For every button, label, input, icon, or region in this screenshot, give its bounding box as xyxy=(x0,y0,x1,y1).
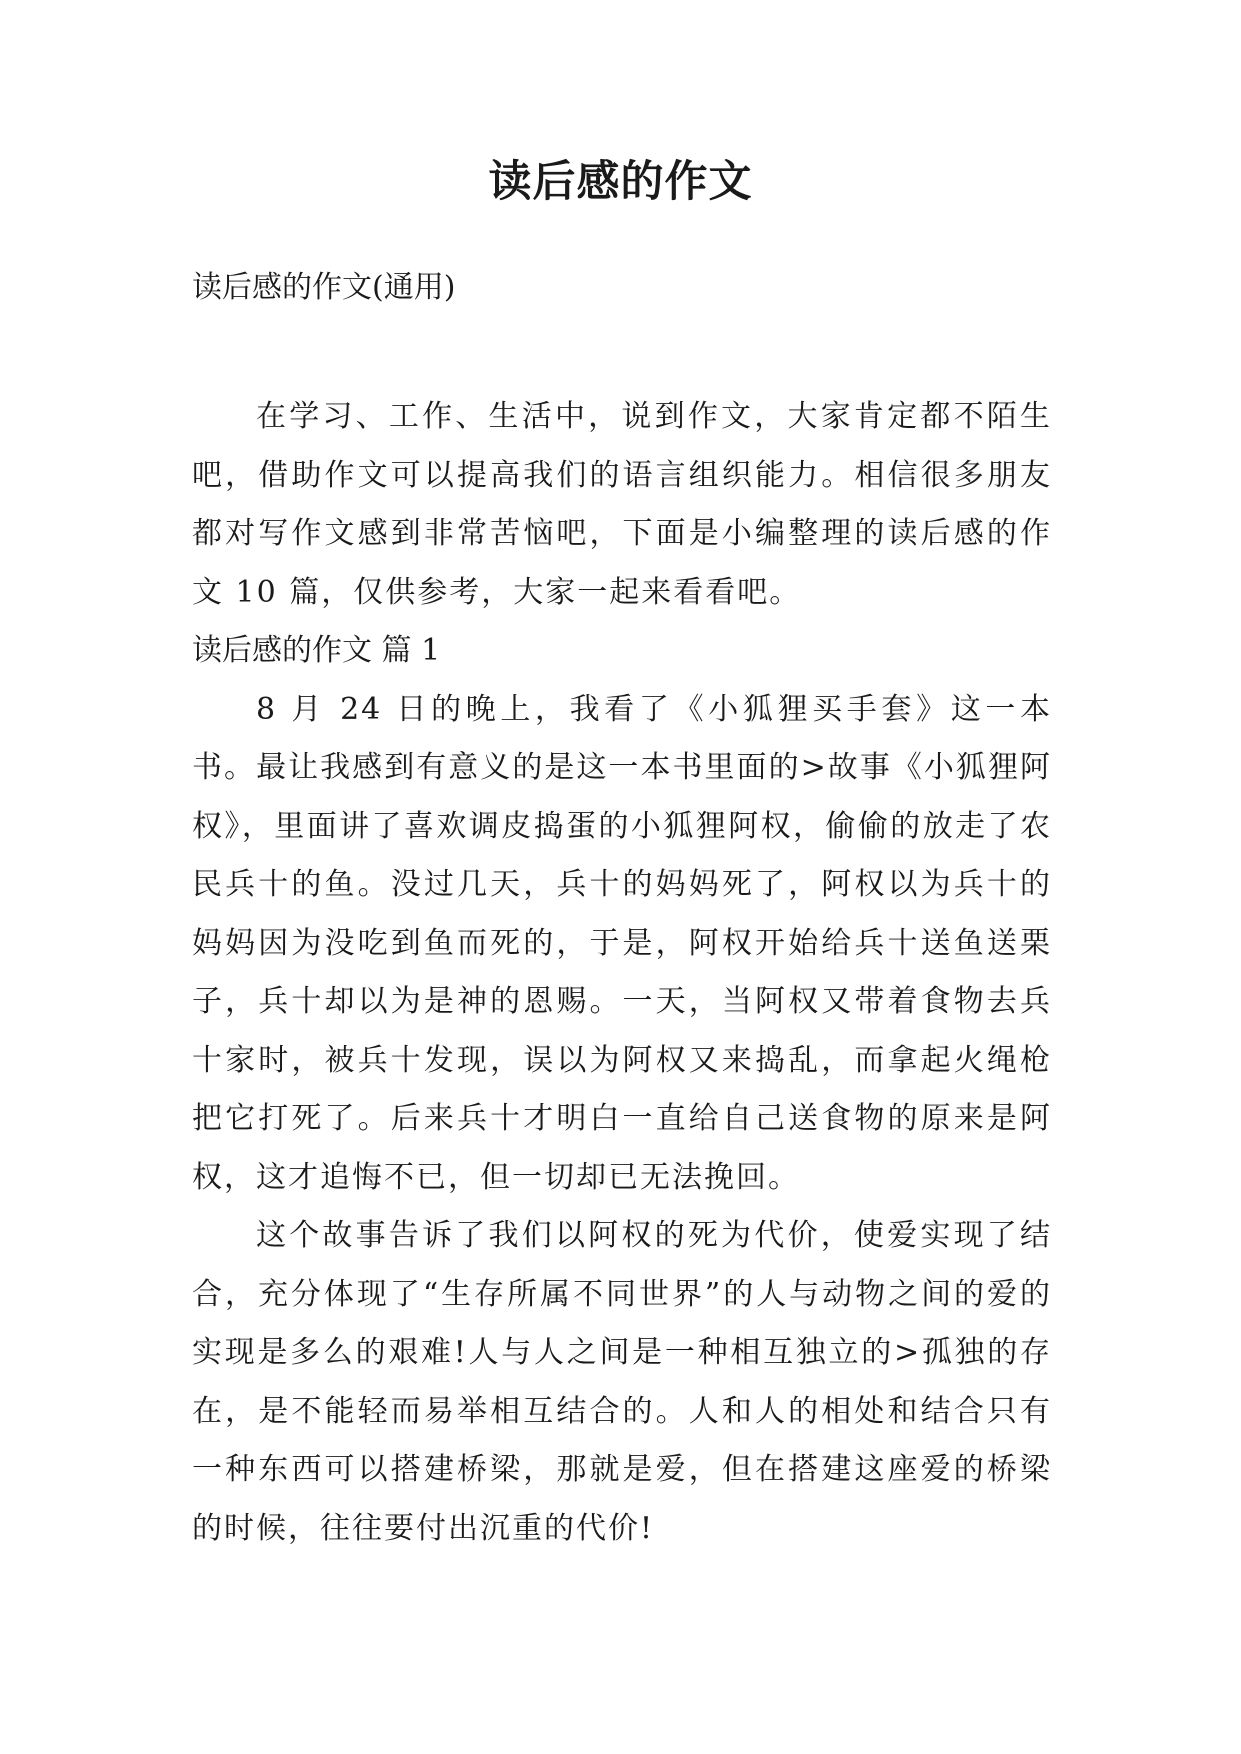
section-heading: 读后感的作文 篇 1 xyxy=(192,633,441,668)
intro-paragraph: 在学习、工作、生活中，说到作文，大家肯定都不陌生吧，借助作文可以提高我们的语言组织能力。相信很多朋友都对写作文感到非常苦恼吧，下面是小编整理的读后感的作文 10 篇，仅供参考，大家一起来看看吧。 xyxy=(192,399,1052,610)
document-title: 读后感的作文 xyxy=(488,157,753,207)
section-paragraph: 这个故事告诉了我们以阿权的死为代价，使爱实现了结合，充分体现了“生存所属不同世界”的人与动物之间的爱的实现是多么的艰难!人与人之间是一种相互独立的>孤独的存在，是不能轻而易举相互结合的。人和人的相处和结合只有一种东西可以搭建桥梁，那就是爱，但在搭建这座爱的桥梁的时候，往往要付出沉重的代价! xyxy=(192,1218,1052,1546)
document-body xyxy=(192,268,1052,1558)
document-subtitle: 读后感的作文(通用) xyxy=(192,270,456,305)
section-paragraph: 8 月 24 日的晚上，我看了《小狐狸买手套》这一本书。最让我感到有意义的是这一本书里面的>故事《小狐狸阿权》，里面讲了喜欢调皮捣蛋的小狐狸阿权，偷偷的放走了农民兵十的鱼。没过几天，兵十的妈妈死了，阿权以为兵十的妈妈因为没吃到鱼而死的，于是，阿权开始给兵十送鱼送栗子，兵十却以为是神的恩赐。一天，当阿权又带着食物去兵十家时，被兵十发现，误以为阿权又来捣乱，而拿起火绳枪把它打死了。后来兵十才明白一直给自己送食物的原来是阿权，这才追悔不已，但一切却已无法挽回。 xyxy=(192,691,1052,1195)
section-1 xyxy=(192,622,1052,1558)
